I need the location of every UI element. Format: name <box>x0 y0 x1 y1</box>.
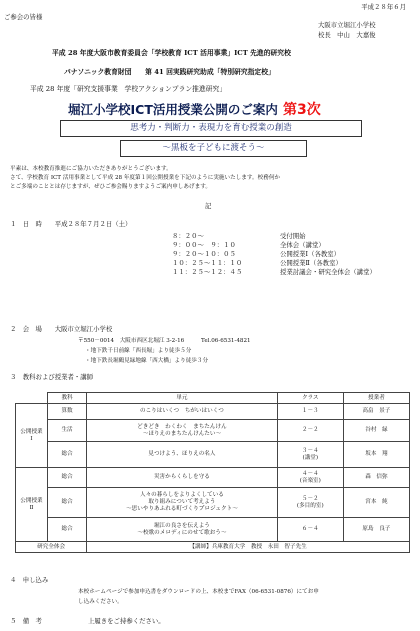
subtitle-box-2: ～黒板を子どもに渡そう～ <box>120 140 307 157</box>
header-subject: 教科 <box>47 393 86 404</box>
table-row <box>16 542 410 553</box>
cell-class: ５－２ (多目的室) <box>277 488 343 518</box>
table-row <box>16 518 410 542</box>
section-schedule-label: １ 日 時 平成２８年７月２日（土） <box>10 220 132 228</box>
table-row <box>16 442 410 468</box>
header-line-2: パナソニック教育財団 第 41 回実践研究助成「特別研究指定校」 <box>64 68 275 76</box>
cell-class: １－３ <box>277 404 343 420</box>
application-line-1: 本校ホームページで参加申込書をダウンロードの上、本校までFAX（06-6531-0876）にてお申 <box>78 589 319 595</box>
cell-subject: 総合 <box>47 468 86 488</box>
title-badge: 第3次 <box>282 102 321 118</box>
header-unit: 単元 <box>87 393 278 404</box>
section-application-label: ４ 申し込み <box>10 576 49 584</box>
header-class: クラス <box>277 393 343 404</box>
intro-line-3: とご多端のこととは存じますが、ぜひご参会賜りますようご案内申しあげます。 <box>10 184 211 190</box>
document-title <box>68 99 321 119</box>
cell-teacher: 谷村 緑 <box>343 420 409 442</box>
header-line-1: 平成 28 年度大阪市教育委員会「学校教育 ICT 活用事業」ICT 先進的研究校 <box>52 49 291 57</box>
schedule-events <box>280 232 376 277</box>
schedule-event: 全体会（講堂） <box>280 241 325 249</box>
schedule-event: 授業討議会・研究全体会（講堂） <box>280 268 376 276</box>
schedule-time: ９：００～ ９：１０ <box>172 241 236 249</box>
section-notes-label: ５ 備 考 <box>10 617 42 625</box>
venue-access-2: ・地下鉄長堀鶴見緑地線「西大橋」より徒歩３分 <box>85 358 209 364</box>
greeting: ご参会の皆様 <box>4 13 43 21</box>
application-line-2: し込みください。 <box>78 599 123 605</box>
cell-teacher: 高畠 景子 <box>343 404 409 420</box>
table-row <box>16 488 410 518</box>
schedule-event: 公開授業Ⅰ（各教室） <box>280 250 341 258</box>
cell-unit: 人々の暮らしをよりよくしている 取り組みについて考えよう ～思いやりあふれる町づくりプロジェクト～ <box>87 488 278 518</box>
cell-class: ２－２ <box>277 420 343 442</box>
section-classes-label: ３ 教科および授業者・講師 <box>10 373 94 381</box>
cell-class: ６－４ <box>277 518 343 542</box>
cell-class: ４－４ (音楽室) <box>277 468 343 488</box>
lesson-table <box>15 392 410 553</box>
document-date: 平成２８年６月 <box>361 3 406 11</box>
cell-unit: どきどき わくわく まちたんけん ～ほりえのまちたんけんたい～ <box>87 420 278 442</box>
cell-unit: 見つけよう、ほりえの名人 <box>87 442 278 468</box>
schedule-event: 公開授業Ⅱ（各教室） <box>280 259 342 267</box>
section-venue-label: ２ 会 場 大阪市立堀江小学校 <box>10 325 113 333</box>
cell-subject: 総合 <box>47 488 86 518</box>
cell-unit: 堀江の良さを伝えよう ～校歌のメロディにのせて歌おう～ <box>87 518 278 542</box>
cell-class: ３－４ (講堂) <box>277 442 343 468</box>
cell-subject: 生活 <box>47 420 86 442</box>
schedule-event: 受付開始 <box>280 232 306 240</box>
table-row <box>16 420 410 442</box>
header-line-3: 平成 28 年度「研究支援事業 学校アクションプラン推進研究」 <box>30 85 227 93</box>
cell-teacher: 宮本 純 <box>343 488 409 518</box>
cell-subject: 総合 <box>47 442 86 468</box>
schedule-time: １０：２５～１１：１０ <box>172 259 243 267</box>
cell-unit: 災害からくらしを守る <box>87 468 278 488</box>
notes-text: 上履きをご持参ください。 <box>88 617 165 625</box>
block-label-2: 公開授業 Ⅱ <box>16 468 48 542</box>
subtitle-box-1: 思考力・判断力・表現力を育む授業の創造 <box>60 120 362 137</box>
school-name: 大阪市立堀江小学校 <box>318 21 376 29</box>
schedule-time: ８：２０～ <box>172 232 204 240</box>
cell-teacher: 原島 良子 <box>343 518 409 542</box>
table-header-row <box>16 393 410 404</box>
venue-access-1: ・地下鉄千日前線「西長堀」より徒歩５分 <box>85 348 192 354</box>
ki-marker: 記 <box>205 202 212 210</box>
schedule-times <box>172 232 242 277</box>
intro-line-1: 平素は、本校教育推進にご協力いただきありがとうございます。 <box>10 166 172 172</box>
schedule-time: １１：２５～１２：４５ <box>172 268 243 276</box>
cell-subject: 総合 <box>47 518 86 542</box>
intro-line-2: さて、学校教育 ICT 活用事業として平成 28 年度第１回公開授業を下記のように実施いたします。校務何か <box>10 175 281 181</box>
table-row <box>16 404 410 420</box>
research-label: 研究全体会 <box>16 542 87 553</box>
schedule-time: ９：２０～１０：０５ <box>172 250 236 258</box>
cell-teacher: 森 信弥 <box>343 468 409 488</box>
cell-unit: のこりはいくつ ちがいはいくつ <box>87 404 278 420</box>
cell-teacher: 坂本 翔 <box>343 442 409 468</box>
title-text: 堀江小学校ICT活用授業公開のご案内 <box>68 102 278 117</box>
table-row <box>16 468 410 488</box>
venue-address: 〒550－0014 大阪市西区北堀江 3-2-16 Tel.06-6531-4821 <box>78 338 251 344</box>
cell-subject: 算数 <box>47 404 86 420</box>
block-label-1: 公開授業 Ⅰ <box>16 404 48 468</box>
header-teacher: 授業者 <box>343 393 409 404</box>
research-lecturer: 【講師】兵庫教育大学 教授 永田 智子先生 <box>87 542 410 553</box>
principal-name: 校長 中山 大嘉俊 <box>318 31 376 39</box>
